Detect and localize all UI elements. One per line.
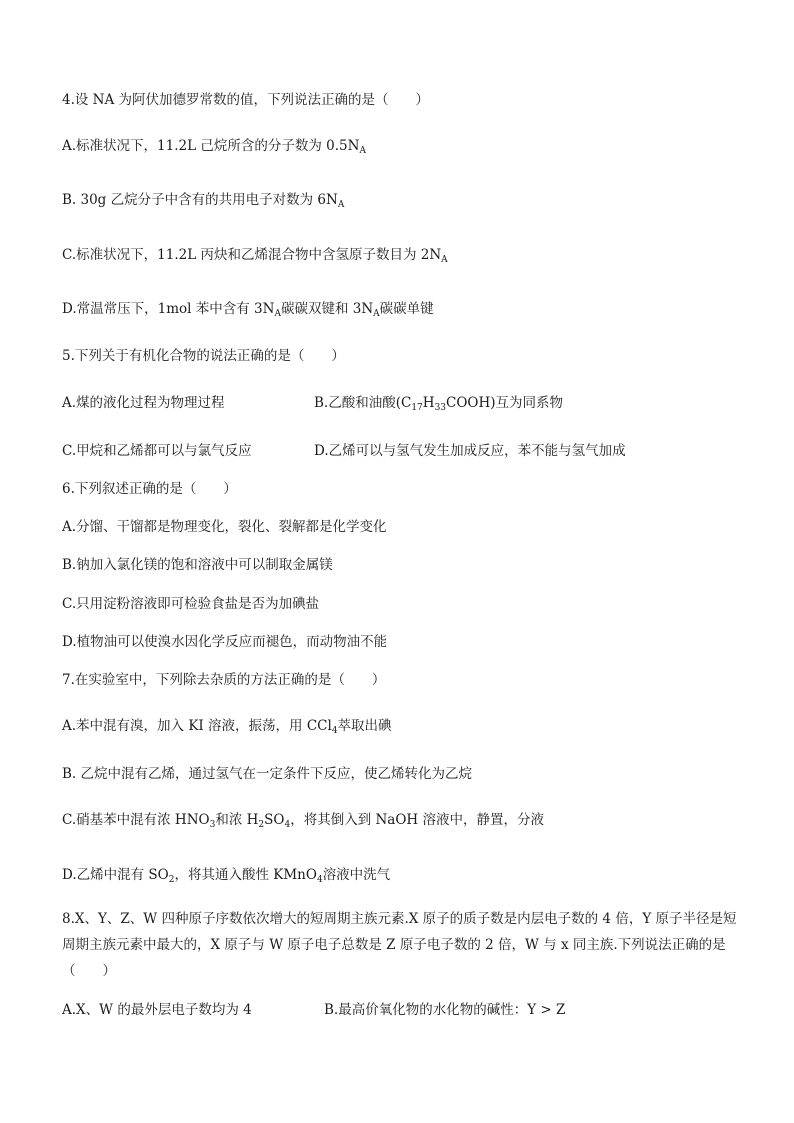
q4-option-b-text: B. 30g 乙烷分子中含有的共用电子对数为 6N — [62, 192, 338, 208]
q8-option-b: B.最高价氧化物的水化物的碱性：Y > Z — [324, 1002, 566, 1018]
q5-option-b — [314, 393, 563, 413]
q5-option-b-p4: COOH) — [446, 395, 496, 411]
q7-option-c-s1: 3 — [209, 820, 216, 830]
q4-option-d-p2: 碳碳双键和 3N — [280, 301, 374, 317]
q5-option-a: A.煤的液化过程为物理过程 — [62, 395, 225, 411]
q4-option-b-sub: A — [337, 200, 345, 210]
q6-stem: 6.下列叙述正确的是（ ） — [62, 481, 237, 497]
q4-option-d-p1: D.常温常压下，1mol 苯中含有 3N — [62, 301, 275, 317]
q7-option-c-s3: 4 — [284, 820, 291, 830]
q5-option-b-p2: (C — [395, 395, 412, 411]
q5-option-c: C.甲烷和乙烯都可以与氯气反应 — [62, 443, 252, 459]
q7-option-d-s1: 2 — [168, 875, 175, 885]
q7-option-c-p2: 和浓 H — [215, 812, 259, 828]
q4-option-c-text: C.标准状况下，11.2L 丙炔和乙烯混合物中含氢原子数目为 2N — [62, 247, 442, 263]
q6-option-d: D.植物油可以使溴水因化学反应而褪色，而动物油不能 — [62, 634, 388, 650]
q4-option-c — [62, 245, 448, 265]
q4-option-c-sub: A — [441, 255, 448, 265]
q6-option-b: B.钠加入氯化镁的饱和溶液中可以制取金属镁 — [62, 557, 333, 573]
q4-option-b — [62, 190, 344, 210]
q4-option-d-s1: A — [274, 309, 281, 319]
q4-option-a-sub: A — [359, 146, 366, 156]
q7-stem: 7.在实验室中，下列除去杂质的方法正确的是（ ） — [62, 672, 386, 688]
q7-option-d-p1: D.乙烯中混有 SO — [62, 867, 169, 883]
q7-option-a-p2: 萃取出碘 — [337, 718, 392, 734]
q5-option-b-p1: B.乙酸和油酸 — [314, 395, 396, 411]
q4-option-d-s2: A — [373, 309, 380, 319]
q8-option-a: A.X、W 的最外层电子数均为 4 — [62, 1002, 252, 1018]
q7-option-a-p1: A.苯中混有溴，加入 KI 溶液，振荡，用 CCl — [62, 718, 332, 734]
q7-option-a-s1: 4 — [331, 726, 338, 736]
q4-option-d-p3: 碳碳单键 — [379, 301, 434, 317]
q4-option-d — [62, 299, 434, 319]
q6-option-c: C.只用淀粉溶液即可检验食盐是否为加碘盐 — [62, 596, 320, 612]
q5-option-d: D.乙烯可以与氢气发生加成反应，苯不能与氢气加成 — [314, 443, 626, 459]
q5-option-b-p3: H — [422, 395, 435, 411]
q5-option-b-s1: 17 — [411, 403, 423, 413]
q7-option-d-p2: ，将其通入酸性 KMnO — [174, 867, 317, 883]
q5-option-b-s2: 33 — [434, 403, 447, 413]
q7-option-b: B. 乙烷中混有乙烯，通过氢气在一定条件下反应，使乙烯转化为乙烷 — [62, 766, 473, 782]
q7-option-c-p4: ，将其倒入到 NaOH 溶液中，静置，分液 — [290, 812, 544, 828]
q7-option-c-s2: 2 — [258, 820, 265, 830]
q7-option-c-p1: C.硝基苯中混有浓 HNO — [62, 812, 210, 828]
q8-stem: 8.X、Y、Z、W 四种原子序数依次增大的短周期主族元素.X 原子的质子数是内层电子数的 4 倍，Y 原子半径是短周期主族元素中最大的，X 原子与 W 原子电子总数是 Z 原子电子数的 2 倍，W 与 x 同主族.下列说法正确的是（ ） — [62, 911, 737, 979]
q5-option-b-p5: 互为同系物 — [495, 395, 564, 411]
q7-option-c — [62, 810, 544, 830]
q5-stem: 5.下列关于有机化合物的说法正确的是（ ） — [62, 348, 345, 364]
q7-option-c-p3: SO — [264, 812, 285, 828]
q4-stem: 4.设 NA 为阿伏加德罗常数的值，下列说法正确的是（ ） — [62, 92, 430, 108]
q7-option-d — [62, 865, 390, 885]
q6-option-a: A.分馏、干馏都是物理变化，裂化、裂解都是化学变化 — [62, 519, 387, 535]
q4-option-a-text: A.标准状况下，11.2L 己烷所含的分子数为 0.5N — [62, 138, 360, 154]
q7-option-d-s2: 4 — [316, 875, 323, 885]
q7-option-d-p3: 溶液中洗气 — [322, 867, 391, 883]
q4-option-a — [62, 136, 366, 156]
q7-option-a — [62, 716, 392, 736]
